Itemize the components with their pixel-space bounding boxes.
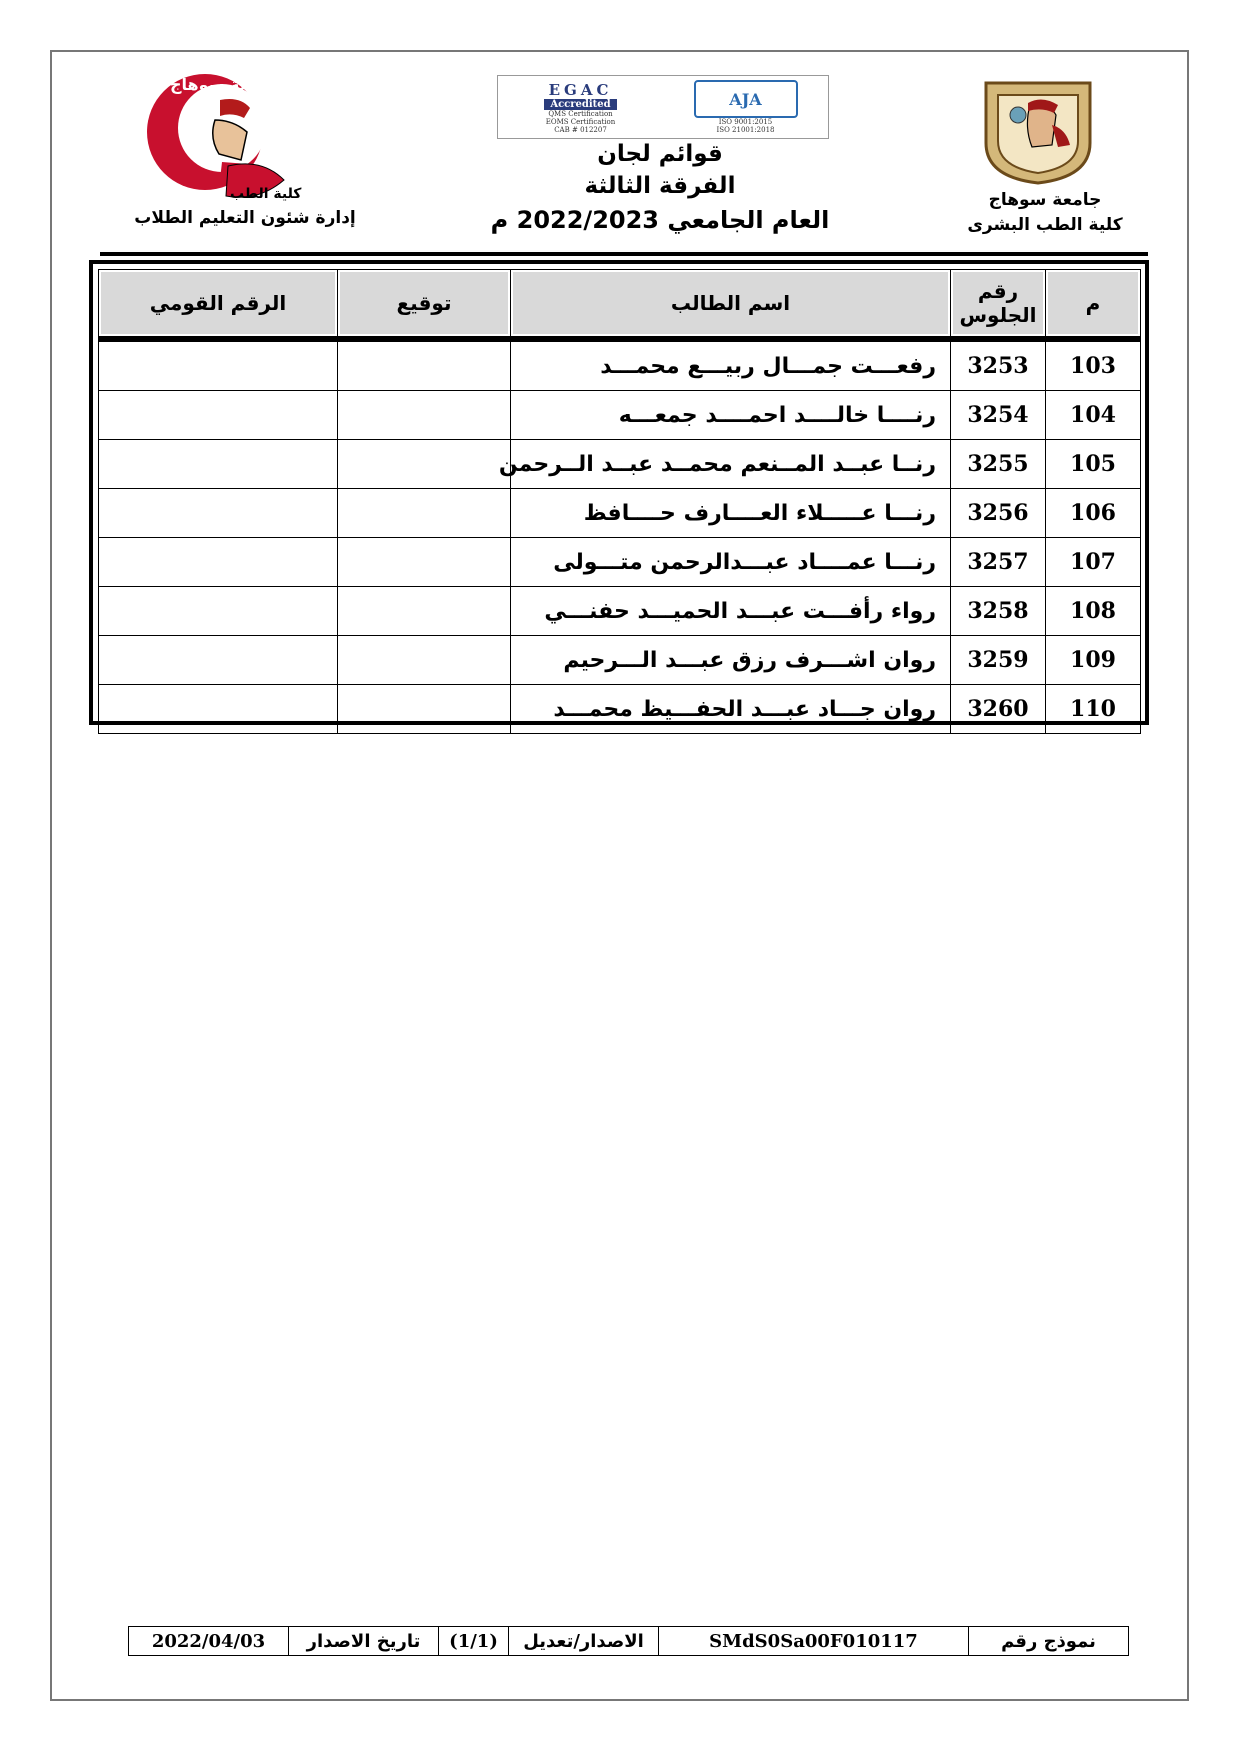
row-signature[interactable] (338, 489, 511, 538)
row-student-name: رنـــا عـــــلاء العــــارف حــــافظ (511, 489, 951, 538)
form-number-value: SMdS0Sa00F010117 (659, 1627, 969, 1656)
egac-subtitle: Accredited (544, 99, 616, 110)
row-student-name: رواء رأفـــت عبـــد الحميـــد حفنـــي (511, 587, 951, 636)
row-national-id[interactable] (99, 440, 338, 489)
table-row (99, 685, 1141, 734)
seat-header-line2: الجلوس (959, 303, 1037, 327)
egac-line: QMS Certification (548, 109, 613, 118)
row-signature[interactable] (338, 391, 511, 440)
sohag-university-logo (978, 75, 1098, 185)
col-header-index: م (1046, 270, 1141, 340)
form-number-label: نموذج رقم (969, 1627, 1129, 1656)
row-national-id[interactable] (99, 391, 338, 440)
row-signature[interactable] (338, 685, 511, 734)
row-student-name: رنــــا خالــــد احمــــد جمعـــه (511, 391, 951, 440)
egac-line: CAB # 012207 (554, 125, 607, 134)
row-seat: 3256 (951, 489, 1046, 538)
row-national-id[interactable] (99, 339, 338, 391)
table-row (99, 391, 1141, 440)
row-student-name: روان اشـــرف رزق عبـــد الـــرحيم (511, 636, 951, 685)
row-student-name: رنـــا عمــــاد عبـــدالرحمن متـــولى (511, 538, 951, 587)
footer-row (129, 1627, 1129, 1656)
egac-badge (498, 76, 663, 138)
col-header-national-id: الرقم القومي (99, 270, 338, 340)
row-student-name: رفعـــت جمـــال ربيـــع محمـــد (511, 339, 951, 391)
academic-year-title: العام الجامعي 2022/2023 م (490, 206, 830, 234)
row-index: 105 (1046, 440, 1141, 489)
row-signature[interactable] (338, 339, 511, 391)
table-row (99, 339, 1141, 391)
col-header-seat (951, 270, 1046, 340)
row-index: 103 (1046, 339, 1141, 391)
svg-text:ﻛﻠﻴﺔ ﺍﻟﻄﺐ: ﻛﻠﻴﺔ ﺍﻟﻄﺐ (230, 186, 302, 202)
issue-date-value: 2022/04/03 (129, 1627, 289, 1656)
aja-badge (663, 76, 828, 138)
issue-date-label: تاريخ الاصدار (289, 1627, 439, 1656)
document-title: قوائم لجان (597, 141, 723, 167)
row-national-id[interactable] (99, 587, 338, 636)
header-divider (100, 252, 1148, 256)
egac-title: EGAC (548, 80, 613, 99)
row-signature[interactable] (338, 440, 511, 489)
table-row (99, 587, 1141, 636)
university-block (960, 188, 1130, 238)
table-row (99, 440, 1141, 489)
col-header-signature: توقيع (338, 270, 511, 340)
row-student-name: روان جـــاد عبـــد الحفـــيظ محمـــد (511, 685, 951, 734)
row-signature[interactable] (338, 636, 511, 685)
svg-text:ﺟﺎﻣﻌﺔ ﺳﻮﻫﺎﺝ: ﺟﺎﻣﻌﺔ ﺳﻮﻫﺎﺝ (170, 75, 277, 94)
col-header-name: اسم الطالب (511, 270, 951, 340)
faculty-of-medicine-logo (110, 70, 320, 205)
row-national-id[interactable] (99, 538, 338, 587)
seat-header-line1: رقم (977, 279, 1019, 303)
row-index: 104 (1046, 391, 1141, 440)
form-footer (128, 1626, 1129, 1656)
row-index: 107 (1046, 538, 1141, 587)
document-title-block (470, 138, 850, 238)
egac-line: EOMS Certification (545, 117, 616, 126)
student-table-frame (89, 260, 1149, 725)
row-seat: 3254 (951, 391, 1046, 440)
row-index: 108 (1046, 587, 1141, 636)
faculty-name: كلية الطب البشرى (967, 215, 1123, 235)
row-seat: 3259 (951, 636, 1046, 685)
iso-line: ISO 21001:2018 (716, 126, 775, 134)
aja-logo: AJA (694, 80, 798, 118)
university-name: جامعة سوهاج (988, 190, 1102, 210)
version-value: (1/1) (439, 1627, 509, 1656)
table-row (99, 538, 1141, 587)
row-student-name: رنــا عبــد المــنعم محمــد عبــد الــرحمن (511, 440, 951, 489)
table-row (99, 489, 1141, 538)
row-national-id[interactable] (99, 636, 338, 685)
accreditation-banner (497, 75, 829, 139)
row-seat: 3253 (951, 339, 1046, 391)
table-header-row (99, 270, 1141, 340)
row-index: 106 (1046, 489, 1141, 538)
row-seat: 3260 (951, 685, 1046, 734)
department-label: إدارة شئون التعليم الطلاب (134, 208, 356, 228)
row-national-id[interactable] (99, 685, 338, 734)
row-index: 110 (1046, 685, 1141, 734)
row-national-id[interactable] (99, 489, 338, 538)
table-row (99, 636, 1141, 685)
row-seat: 3258 (951, 587, 1046, 636)
row-seat: 3257 (951, 538, 1046, 587)
iso-line: ISO 9001:2015 (718, 118, 773, 126)
row-seat: 3255 (951, 440, 1046, 489)
row-signature[interactable] (338, 538, 511, 587)
version-label: الاصدار/تعديل (509, 1627, 659, 1656)
row-signature[interactable] (338, 587, 511, 636)
row-index: 109 (1046, 636, 1141, 685)
student-table (98, 269, 1141, 734)
class-year-title: الفرقة الثالثة (584, 173, 736, 199)
